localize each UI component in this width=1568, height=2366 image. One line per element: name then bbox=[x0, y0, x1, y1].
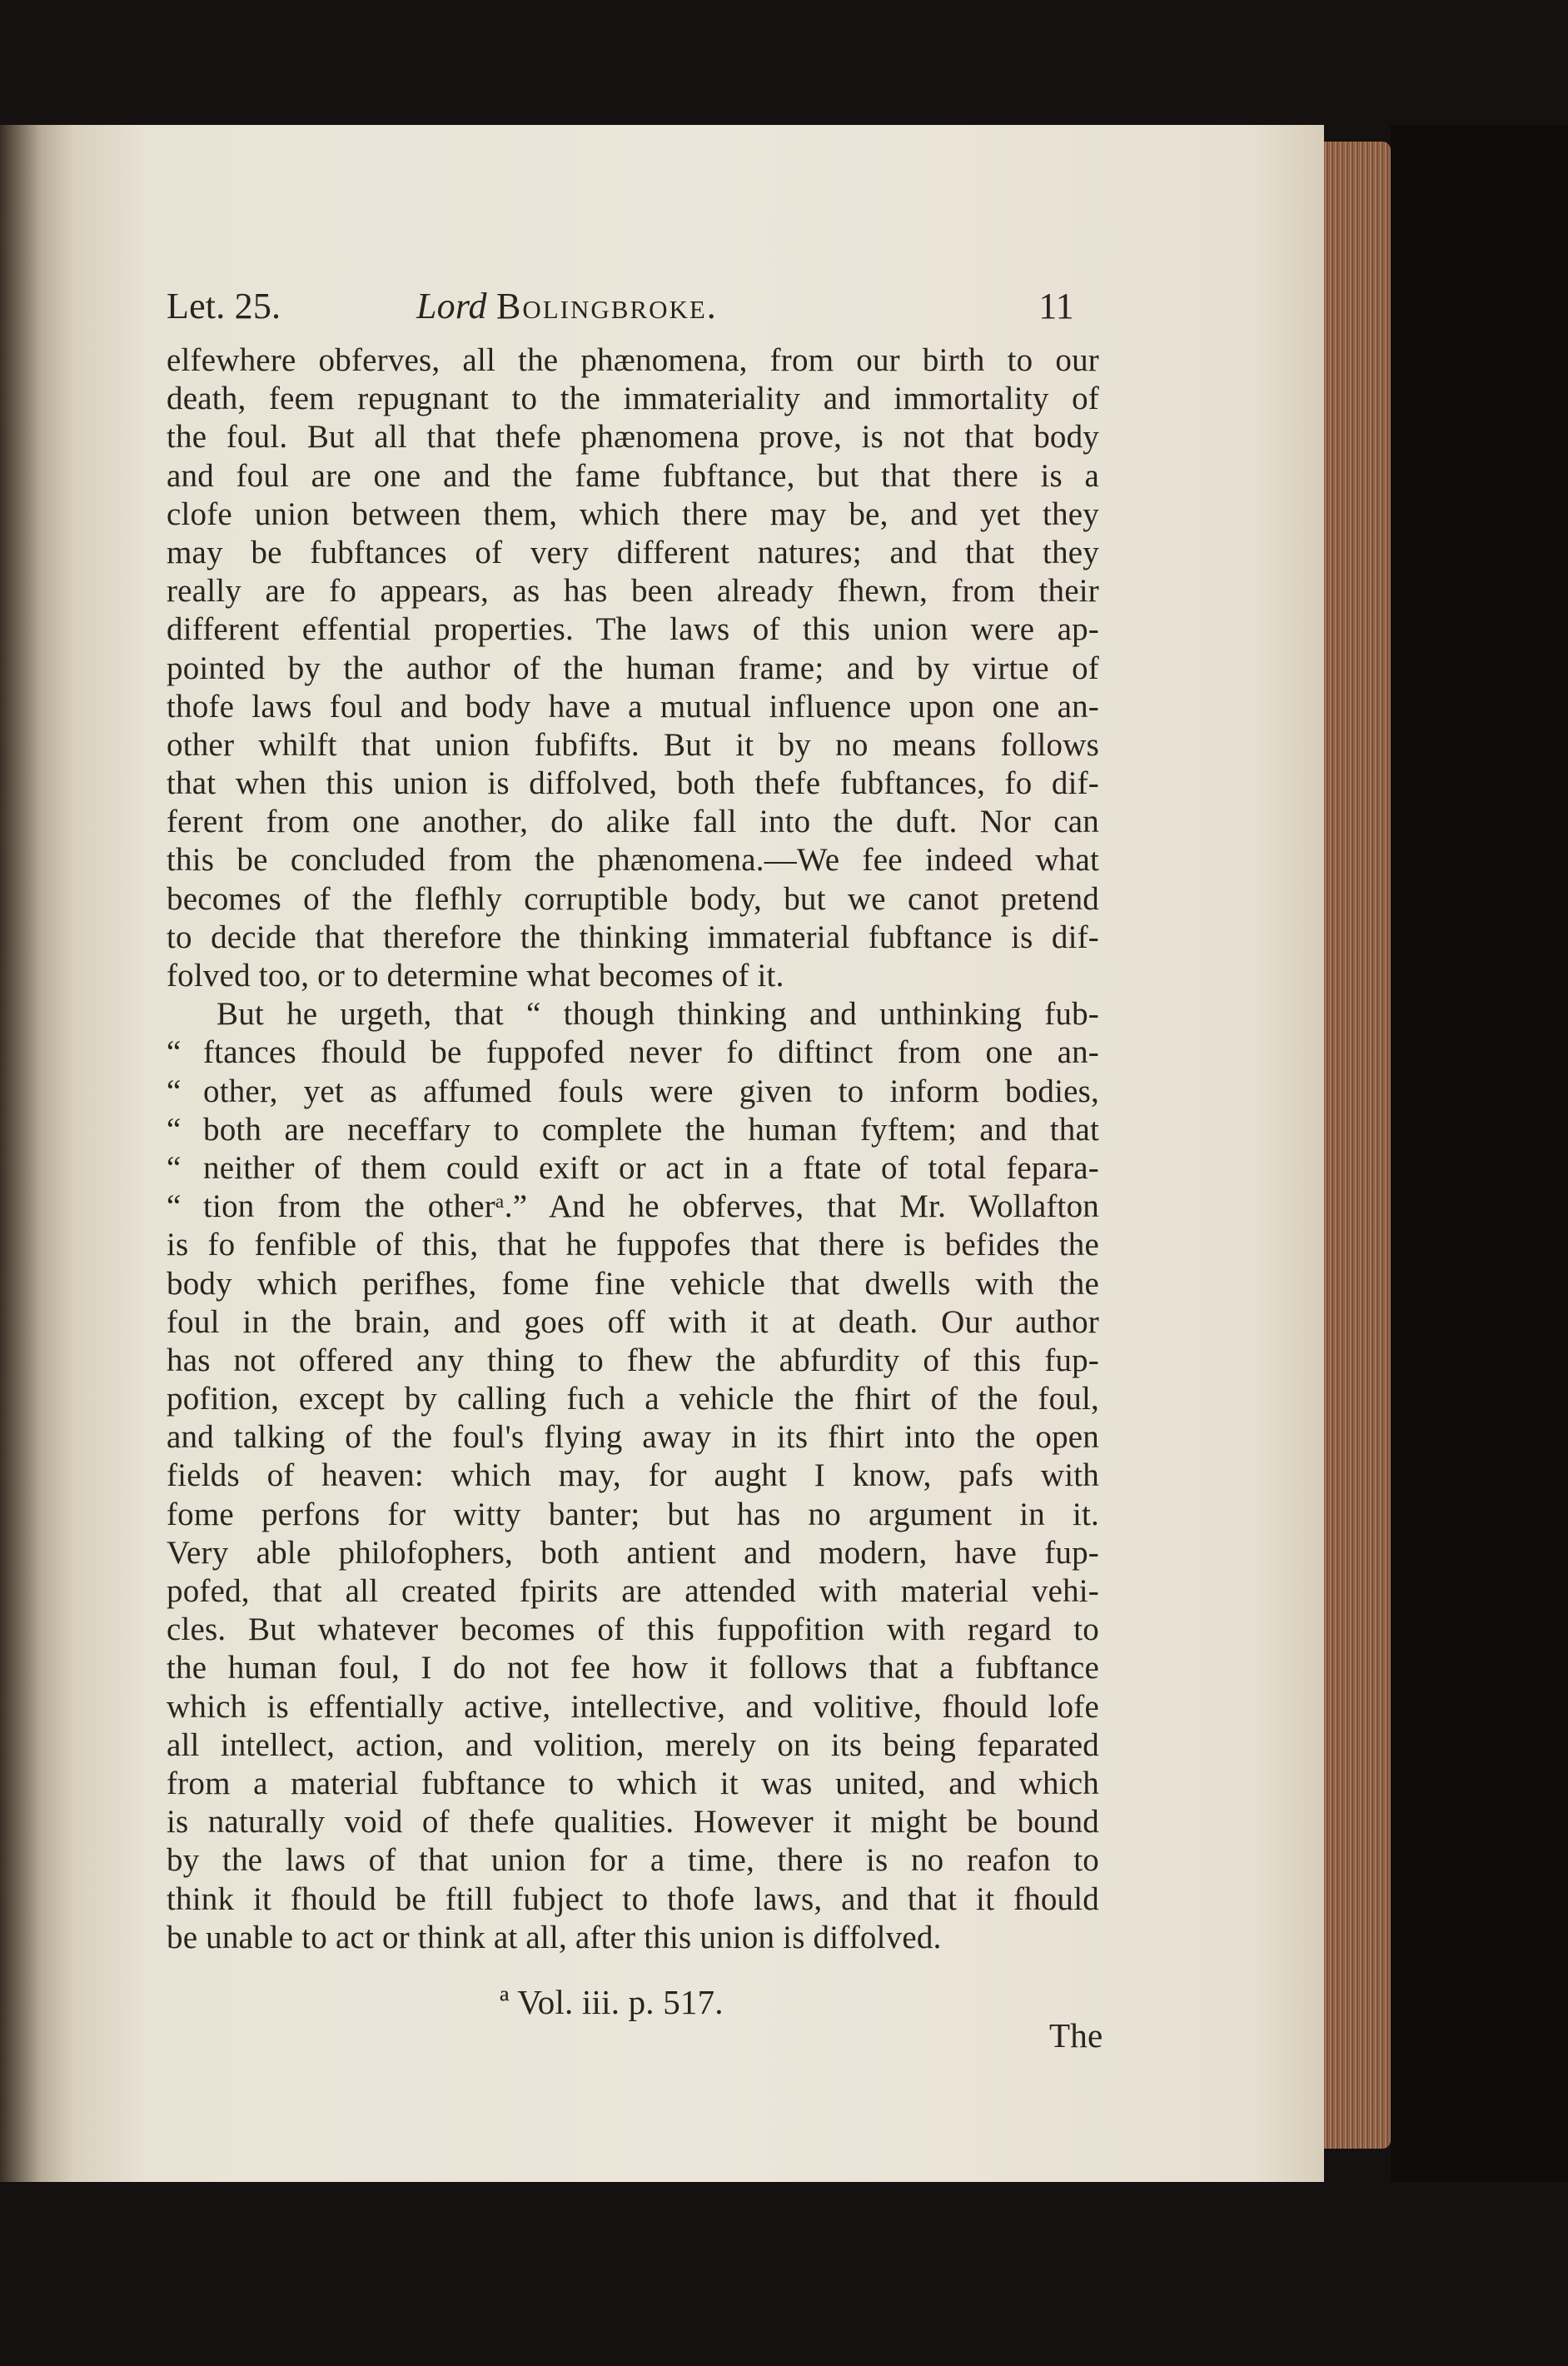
quoted-line bbox=[167, 1111, 1099, 1149]
quote-mark: “ bbox=[167, 1111, 182, 1148]
page-number: 11 bbox=[1038, 286, 1074, 326]
text-line: other whilft that union fubfifts. But it by no means follows bbox=[167, 726, 1099, 763]
text-line: elfewhere obferves, all the phænomena, from our birth to our bbox=[167, 342, 1099, 378]
running-title bbox=[416, 285, 718, 327]
text-line: fields of heaven: which may, for aught I know, pafs with bbox=[167, 1457, 1099, 1494]
text-line: cles. But whatever becomes of this fuppofition with regard to bbox=[167, 1611, 1099, 1648]
quote-mark: “ bbox=[167, 1149, 182, 1186]
text-line: fome perfons for witty banter; but has no argument in it. bbox=[167, 1496, 1099, 1532]
body-text bbox=[167, 341, 1099, 1957]
running-head bbox=[167, 285, 1074, 335]
text-line: all intellect, action, and volition, merely on its being feparated bbox=[167, 1726, 1099, 1763]
footnote: ª Vol. iii. p. 517. bbox=[500, 1983, 724, 2021]
quote-mark: “ bbox=[167, 1188, 182, 1225]
text-line: becomes of the flefhly corruptible body, but we canot pretend bbox=[167, 880, 1099, 917]
left-page-edge bbox=[0, 125, 75, 2182]
text-line: clofe union between them, which there may be, and yet they bbox=[167, 496, 1099, 532]
page-edges bbox=[1324, 142, 1391, 2149]
quoted-line bbox=[167, 1073, 1099, 1111]
text-line: the foul. But all that thefe phænomena prove, is not that body bbox=[167, 419, 1099, 456]
quote-mark: “ bbox=[167, 1073, 182, 1109]
quoted-text: ftances fhould be fuppofed never fo diftinct from one an- bbox=[203, 1034, 1099, 1071]
title-caps: Bolingbroke. bbox=[495, 286, 718, 326]
text-line: may be fubftances of very different natures; and that they bbox=[167, 534, 1099, 570]
text-line: that when this union is diffolved, both thefe fubftances, fo dif- bbox=[167, 765, 1099, 802]
quoted-line bbox=[167, 1149, 1099, 1188]
quoted-text: neither of them could exift or act in a ftate of total fepara- bbox=[203, 1149, 1099, 1186]
text-line: by the laws of that union for a time, there is no reafon to bbox=[167, 1842, 1099, 1879]
text-line: and foul are one and the fame fubftance, but that there is a bbox=[167, 457, 1099, 494]
text-line: which is effentially active, intellective, and volitive, fhould lofe bbox=[167, 1688, 1099, 1725]
text-line: Very able philofophers, both antient and modern, have fup- bbox=[167, 1534, 1099, 1571]
text-line: different effential properties. The laws of this union were ap- bbox=[167, 611, 1099, 648]
text-line: is naturally void of thefe qualities. However it might be bound bbox=[167, 1804, 1099, 1840]
text-line: and talking of the foul's flying away in its fhirt into the open bbox=[167, 1419, 1099, 1456]
quoted-text: both are neceffary to complete the human fyftem; and that bbox=[203, 1111, 1099, 1148]
text-line: pofition, except by calling fuch a vehicle the fhirt of the foul, bbox=[167, 1381, 1099, 1417]
text-line: pofed, that all created fpirits are attended with material vehi- bbox=[167, 1573, 1099, 1609]
quoted-line bbox=[167, 1188, 1099, 1226]
text-line: pointed by the author of the human frame; and by virtue of bbox=[167, 650, 1099, 686]
text-line: foul in the brain, and goes off with it at death. Our author bbox=[167, 1303, 1099, 1340]
quoted-line bbox=[167, 1034, 1099, 1072]
text-line: has not offered any thing to fhew the abfurdity of this fup- bbox=[167, 1342, 1099, 1378]
title-italic: Lord bbox=[416, 286, 487, 326]
text-line: the human foul, I do not fee how it follows that a fubftance bbox=[167, 1650, 1099, 1686]
text-line: body which perifhes, fome fine vehicle that dwells with the bbox=[167, 1265, 1099, 1302]
catchword: The bbox=[1049, 2016, 1103, 2055]
quote-mark: “ bbox=[167, 1034, 182, 1071]
quoted-text: other, yet as affumed fouls were given to inform bodies, bbox=[203, 1073, 1099, 1109]
text-line: really are fo appears, as has been already fhewn, from their bbox=[167, 573, 1099, 610]
text-line: ferent from one another, do alike fall into the duft. Nor can bbox=[167, 804, 1099, 840]
text-line: to decide that therefore the thinking immaterial fubftance is dif- bbox=[167, 919, 1099, 955]
paragraph-start: But he urgeth, that “ though thinking and unthinking fub- bbox=[217, 996, 1099, 1033]
background-shadow bbox=[1391, 125, 1568, 2182]
text-line: think it fhould be ftill fubject to thofe laws, and that it fhould bbox=[167, 1880, 1099, 1917]
text-line: death, feem repugnant to the immateriality and immortality of bbox=[167, 381, 1099, 417]
text-line: from a material fubftance to which it was united, and which bbox=[167, 1765, 1099, 1801]
text-line: this be concluded from the phænomena.—We fee indeed what bbox=[167, 842, 1099, 879]
letter-number: Let. 25. bbox=[167, 286, 281, 326]
text-line: folved too, or to determine what becomes of it. bbox=[167, 958, 784, 994]
text-line: be unable to act or think at all, after this union is diffolved. bbox=[167, 1919, 942, 1955]
quoted-text: tion from the otherᵃ.” And he obferves, that Mr. Wollafton bbox=[203, 1188, 1099, 1225]
text-line: thofe laws foul and body have a mutual influence upon one an- bbox=[167, 688, 1099, 725]
text-line: is fo fenfible of this, that he fuppofes that there is befides the bbox=[167, 1227, 1099, 1263]
